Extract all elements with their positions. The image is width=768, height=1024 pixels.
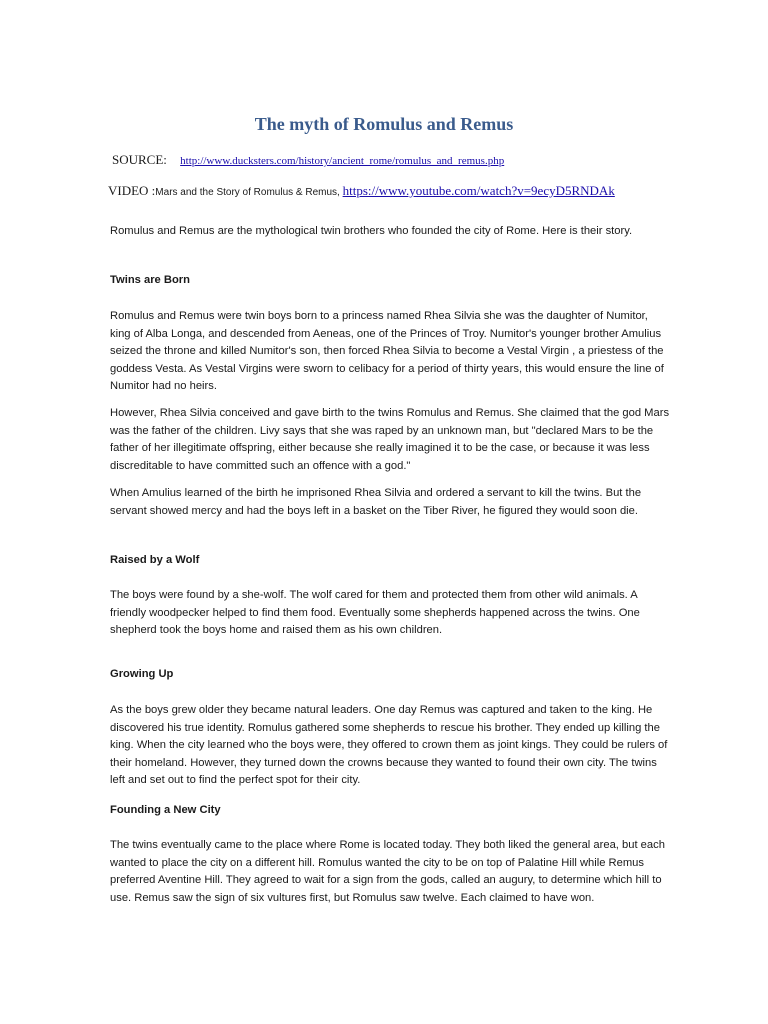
paragraph-twins-born-1: Romulus and Remus were twin boys born to a princess named Rhea Silvia she was the daughter of Numitor, king of Alba Longa, and descended from Aeneas, one of the Princes of Troy. Numitor's younger brother Amulius seized the throne and killed Numitor's son, then forced Rhea Silvia to become a Vestal Virgin , a priestess of the goddess Vesta. As Vestal Virgins were sworn to celibacy for a period of thirty years, this would ensure the line of Numitor had no heirs. [110, 310, 664, 392]
section-heading-growing-up: Growing Up [110, 668, 174, 680]
source-line [112, 152, 504, 168]
video-label: VIDEO : [108, 183, 156, 198]
paragraph-founding-city: The twins eventually came to the place where Rome is located today. They both liked the general area, but each wanted to place the city on a different hill. Romulus wanted the city to be on top of Palatine Hill while Remus preferred Aventine Hill. They agreed to wait for a sign from the gods, called an augury, to determine which hill to use. Remus saw the sign of six vultures first, but Romulus saw twelve. Each claimed to have won. [110, 839, 665, 904]
source-link[interactable]: http://www.ducksters.com/history/ancient_rome/romulus_and_remus.php [180, 155, 505, 167]
source-label: SOURCE: [112, 152, 167, 167]
intro-paragraph: Romulus and Remus are the mythological twin brothers who founded the city of Rome. Here is their story. [110, 225, 633, 237]
paragraph-twins-born-2: However, Rhea Silvia conceived and gave birth to the twins Romulus and Remus. She claimed that the god Mars was the father of the children. Livy says that she was raped by an unknown man, but "declared Mars to be the father of her illegitimate offspring, either because she really imagined it to be the case, or because it was less discreditable to have committed such an offence with a god." [110, 407, 670, 472]
paragraph-twins-born-3: When Amulius learned of the birth he imprisoned Rhea Silvia and ordered a servant to kill the twins. But the servant showed mercy and had the boys left in a basket on the Tiber River, he figured they would soon die. [110, 487, 642, 517]
section-heading-twins-born: Twins are Born [110, 274, 190, 286]
video-line [108, 183, 615, 199]
section-heading-founding-city: Founding a New City [110, 804, 221, 816]
video-description: Mars and the Story of Romulus & Remus, [155, 187, 343, 198]
video-link[interactable]: https://www.youtube.com/watch?v=9ecyD5RNDAk [342, 183, 615, 198]
paragraph-growing-up: As the boys grew older they became natural leaders. One day Remus was captured and taken to the king. He discovered his true identity. Romulus gathered some shepherds to rescue his brother. They ended up killing the king. When the city learned who the boys were, they offered to crown them as joint kings. They could be rulers of their homeland. However, they turned down the crowns because they wanted to found their own city. The twins left and set out to find the perfect spot for their city. [110, 704, 668, 786]
section-heading-raised-by-wolf: Raised by a Wolf [110, 554, 200, 566]
paragraph-raised-by-wolf: The boys were found by a she-wolf. The wolf cared for them and protected them from other wild animals. A friendly woodpecker helped to find them food. Eventually some shepherds happened across the twins. One shepherd took the boys home and raised them as his own children. [110, 589, 640, 636]
page-title: The myth of Romulus and Remus [254, 114, 514, 134]
